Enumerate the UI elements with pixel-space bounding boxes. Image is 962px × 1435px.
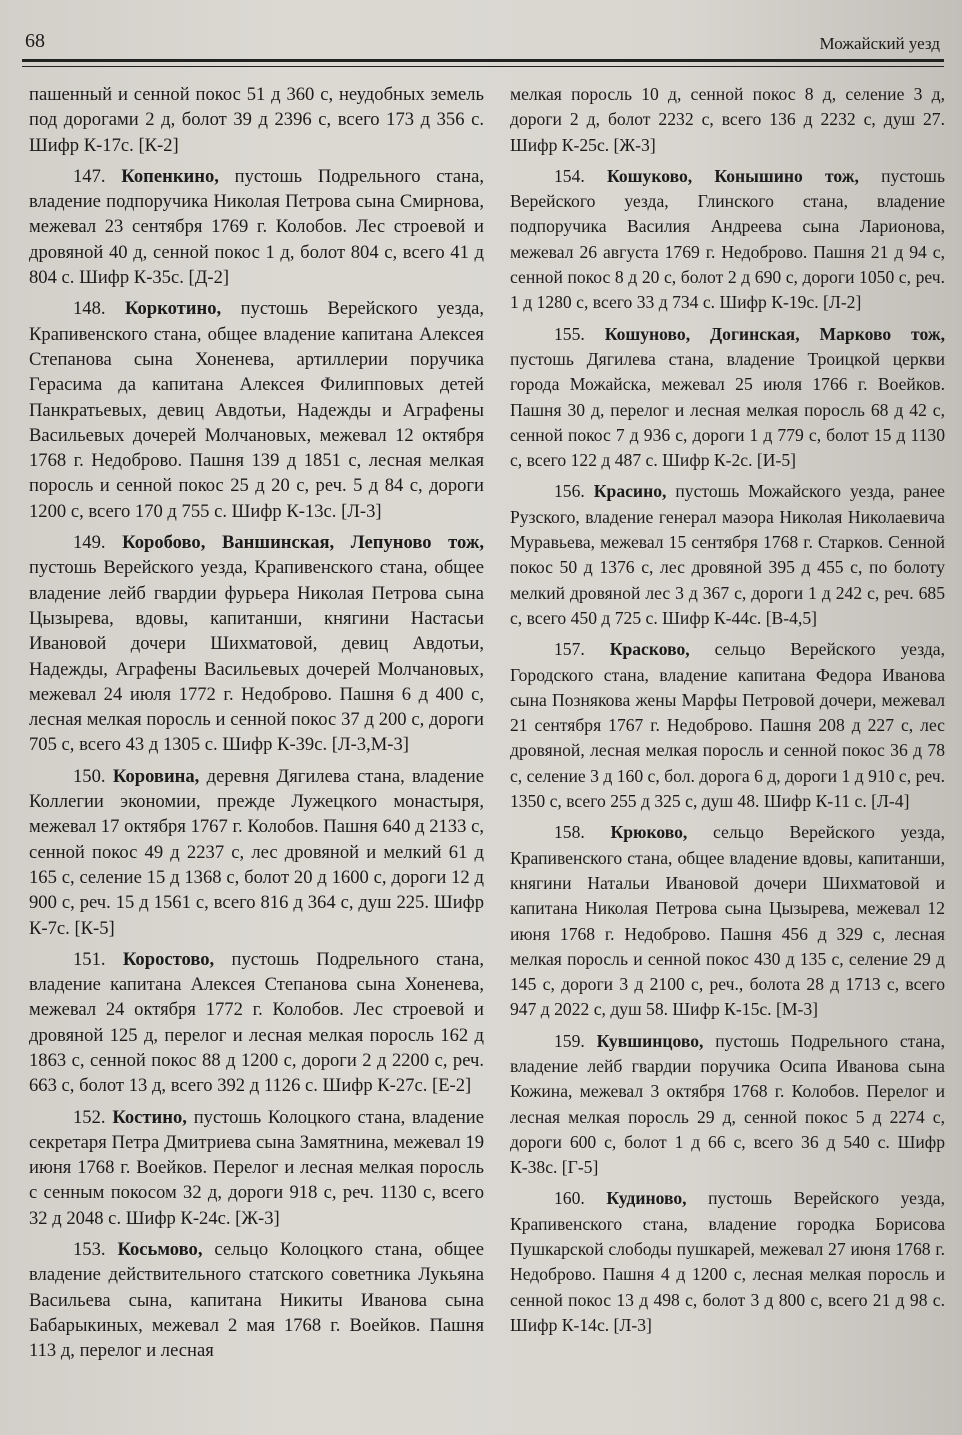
- entry-text: пустошь Колоцкого стана, владение секретаря Петра Дмитриева сына Замятнина, межевал 19 июня 1768 г. Воейков. Перелог и лесная мелкая поросль с сенным покосом 32 д, дороги 918 с, реч. 1130 с, всего 32 д 2048 с. Шифр К-24с. [Ж-3]: [29, 1106, 484, 1229]
- header-rule-thin: [22, 66, 944, 67]
- running-title: Можайский уезд: [819, 34, 940, 53]
- entry-152: [29, 1105, 484, 1231]
- header-rule-thick: [22, 59, 944, 62]
- entry-text: сельцо Верейского уезда, Крапивенского стана, общее владение вдовы, капитанши, княгини Натальи Ивановой дочери Шихматовой и капитана Николая Петрова сына Цызырева, межевал 12 июня 1768 г. Недоброво. Пашня 456 д 329 с, лесная мелкая поросль и сенной покос 430 д 135 с, селение 29 д 145 с, дороги 3 д 2100 с, реч., болота 28 д 1713 с, всего 947 д 2022 с, душ 58. Шифр К-15с. [М-3]: [510, 822, 945, 1020]
- entry-text: сельцо Колоцкого стана, общее владение действительного статского советника Лукьяна Васильева сына, капитана Никиты Иванова сына Бабарыкиных, межевал 2 мая 1768 г. Воейков. Пашня 113 д, перелог и лесная: [29, 1239, 484, 1362]
- entry-number: 147.: [73, 165, 106, 187]
- right-column: [510, 82, 945, 1338]
- entry-number: 160.: [554, 1188, 585, 1209]
- entry-number: 152.: [73, 1106, 106, 1128]
- entry-149: [29, 530, 484, 758]
- entry-name: Копенкино,: [121, 165, 219, 187]
- entry-text: пустошь Подрельного стана, владение подпоручика Николая Петрова сына Смирнова, межевал 23 сентября 1769 г. Колобов. Лес строевой и дровяной 40 д, сенной покос 1 д, болот 804 с, всего 41 д 804 с. Шифр К-35с. [Д-2]: [29, 165, 484, 289]
- entry-number: 153.: [73, 1239, 106, 1261]
- entry-name: Красково,: [609, 639, 690, 660]
- entry-154: [510, 164, 945, 316]
- page-number: 68: [25, 30, 45, 52]
- entry-157: [510, 637, 945, 814]
- entry-159: [510, 1029, 945, 1181]
- entry-number: 159.: [554, 1030, 585, 1051]
- left-column: [29, 82, 484, 1364]
- entry-153: [29, 1237, 484, 1363]
- entry-name: Костино,: [112, 1106, 187, 1128]
- entry-text: мелкая поросль 10 д, сенной покос 8 д, селение 3 д, дороги 2 д, болот 2232 с, всего 136 д 2232 с, душ 27. Шифр К-25с. [Ж-3]: [510, 84, 945, 155]
- continuation-paragraph: [510, 82, 945, 158]
- entry-number: 155.: [554, 323, 585, 344]
- entry-name: Кувшинцово,: [596, 1030, 704, 1051]
- entry-number: 156.: [554, 481, 585, 502]
- entry-151: [29, 947, 484, 1099]
- entry-number: 151.: [73, 948, 106, 970]
- entry-text: пустошь Можайского уезда, ранее Рузского, владение генерал маэора Николая Николаевича Муравьева, межевал 15 сентября 1768 г. Старков. Сенной покос 50 д 1376 с, лес дровяной 395 д 455 с, по болоту мелкий дровяной лес 3 д 367 с, дороги 1 д 242 с, реч. 685 с, всего 450 д 725 с. Шифр К-44с. [В-4,5]: [510, 481, 945, 628]
- entry-name: Коростово,: [122, 948, 215, 970]
- entry-text: пустошь Дягилева стана, владение Троицкой церкви города Можайска, межевал 25 июля 1766 г. Воейков. Пашня 30 д, перелог и лесная мелкая поросль 68 д 42 с, сенной покос 7 д 936 с, дороги 1 д 779 с, болот 15 д 1130 с, всего 122 д 487 с. Шифр К-2с. [И-5]: [510, 348, 945, 471]
- entry-number: 157.: [554, 639, 585, 660]
- entry-name: Коробово, Ваншинская, Лепуново тож,: [122, 532, 484, 554]
- entry-text: пустошь Подрельного стана, владение лейб гвардии поручика Осипа Иванова сына Кожина, межевал 3 октября 1768 г. Колобов. Перелог и лесная мелкая поросль 29 д, сенной покос 5 д 2274 с, дороги 600 с, болот 1 д 66 с, всего 36 д 540 с. Шифр К-38с. [Г-5]: [510, 1030, 945, 1178]
- entry-number: 148.: [73, 298, 106, 320]
- entry-147: [29, 164, 484, 290]
- entry-148: [29, 296, 484, 524]
- entry-name: Коркотино,: [124, 298, 222, 320]
- entry-name: Коровина,: [112, 765, 200, 787]
- entry-number: 150.: [73, 765, 106, 787]
- entry-name: Кошуново, Догинская, Марково тож,: [604, 323, 945, 344]
- entry-name: Крюково,: [610, 822, 688, 843]
- entry-155: [510, 322, 945, 474]
- entry-text: пустошь Верейского уезда, Глинского стана, владение подпоручика Василия Андреева сына Ларионова, межевал 26 августа 1769 г. Недоброво. Пашня 21 д 94 с, сенной покос 8 д 20 с, болот 2 д 690 с, дороги 1050 с, реч. 1 д 1280 с, всего 33 д 734 с. Шифр К-19с. [Л-2]: [510, 165, 945, 313]
- entry-text: деревня Дягилева стана, владение Коллегии экономии, прежде Лужецкого монастыря, межевал 17 октября 1767 г. Колобов. Пашня 640 д 2133 с, сенной покос 49 д 2237 с, лес дровяной и мелкий 61 д 165 с, селение 15 д 1368 с, болот 20 д 1600 с, дороги 12 д 900 с, реч. 15 д 1561 с, всего 816 д 364 с, душ 225. Шифр К-7с. [К-5]: [29, 765, 484, 939]
- entry-160: [510, 1186, 945, 1338]
- entry-name: Красино,: [593, 481, 667, 502]
- entry-150: [29, 764, 484, 941]
- entry-name: Косьмово,: [117, 1239, 203, 1261]
- entry-number: 154.: [554, 165, 585, 186]
- continuation-paragraph: [29, 82, 484, 158]
- entry-number: 149.: [73, 532, 106, 554]
- entry-name: Кошуково, Конышино тож,: [607, 165, 859, 186]
- entry-text: сельцо Верейского уезда, Городского стана, владение капитана Федора Иванова сына Познякова жены Марфы Петровой дочери, межевал 21 сентября 1767 г. Недоброво. Пашня 208 д 227 с, лес дровяной, лесная мелкая поросль и сенной покос 36 д 78 с, селение 3 д 160 с, бол. дорога 6 д, дороги 1 д 910 с, реч. 1350 с, всего 255 д 325 с, душ 48. Шифр К-11 с. [Л-4]: [510, 639, 945, 812]
- entry-text: пустошь Верейского уезда, Крапивенского стана, владение городка Борисова Пушкарской слободы пушкарей, межевал 27 июня 1768 г. Недоброво. Пашня 4 д 1200 с, лесная мелкая поросль и сенной покос 13 д 498 с, болот 3 д 800 с, всего 21 д 98 с. Шифр К-14с. [Л-3]: [510, 1188, 945, 1335]
- entry-text: пустошь Подрельного стана, владение капитана Алексея Степанова сына Хоненева, межевал 24 октября 1772 г. Колобов. Лес строевой и дровяной 125 д, перелог и лесная мелкая поросль 162 д 1863 с, сенной покос 88 д 1200 с, дороги 2 д 2200 с, реч. 663 с, болот 13 д, всего 392 д 1126 с. Шифр К-27с. [Е-2]: [29, 948, 485, 1097]
- entry-text: пустошь Верейского уезда, Крапивенского стана, общее владение капитана Алексея Степанова сына Хоненева, артиллерии поручика Герасима да капитана Алексея Филипповых детей Панкратьевых, девиц Авдотьи, Надежды и Аграфены Васильевых дочерей Молчановых, межевал 12 октября 1768 г. Недоброво. Пашня 139 д 1851 с, лесная мелкая поросль и сенной покос 25 д 20 с, реч. 5 д 84 с, дороги 1200 с, всего 170 д 755 с. Шифр К-13с. [Л-3]: [29, 298, 484, 522]
- entry-name: Кудиново,: [606, 1188, 687, 1209]
- entry-text: пустошь Верейского уезда, Крапивенского стана, общее владение лейб гвардии фурьера Николая Петрова сына Цызырева, вдовы, капитанши, княгини Настасьи Ивановой дочери Шихматовой, девиц Авдотьи, Надежды, Аграфены Васильевых дочерей Молчановых, межевал 24 июля 1772 г. Недоброво. Пашня 6 д 400 с, лесная мелкая поросль и сенной покос 37 д 200 с, дороги 705 с, всего 43 д 1305 с. Шифр К-39с. [Л-3,М-3]: [29, 557, 484, 756]
- entry-text: пашенный и сенной покос 51 д 360 с, неудобных земель под дорогами 2 д, болот 39 д 2396 с, всего 173 д 356 с. Шифр К-17с. [К-2]: [29, 84, 484, 156]
- entry-number: 158.: [554, 822, 585, 843]
- entry-156: [510, 479, 945, 631]
- entry-158: [510, 820, 945, 1022]
